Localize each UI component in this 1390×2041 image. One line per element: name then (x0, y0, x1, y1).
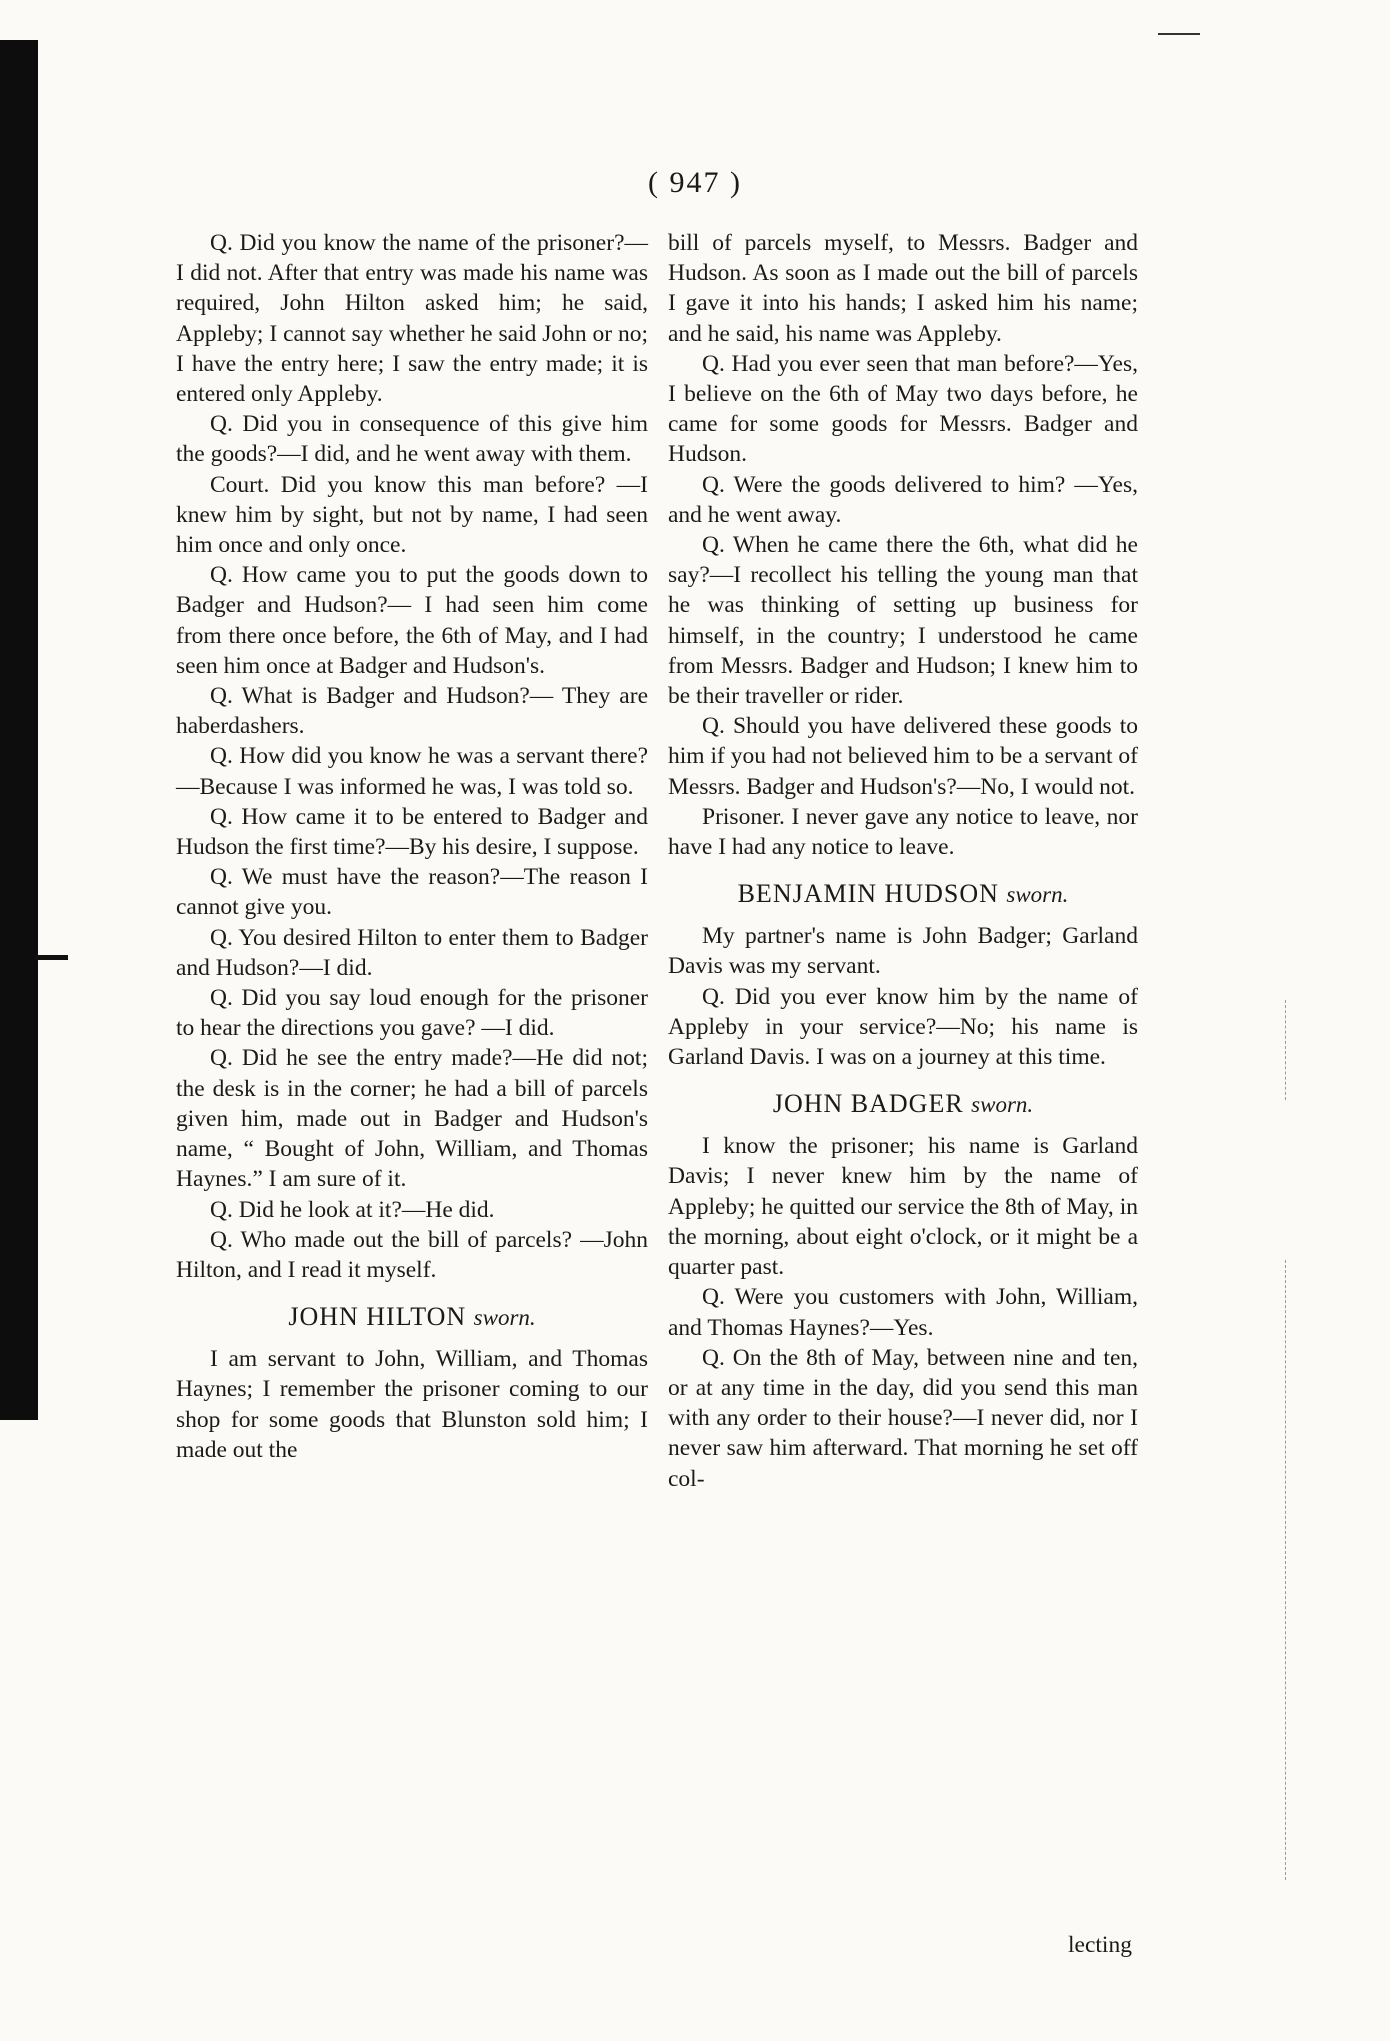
paragraph: bill of parcels myself, to Messrs. Badger and Hudson. As soon as I made out the bill of parcels I gave it into his hands; I asked him his name; and he said, his name was Appleby. (668, 230, 1138, 347)
paragraph: Q. What is Badger and Hudson?— They are haberdashers. (176, 683, 648, 740)
page-number: ( 947 ) (648, 166, 742, 199)
right-column (668, 228, 1138, 1494)
paragraph: Q. How came you to put the goods down to Badger and Hudson?— I had seen him come from there once before, the 6th of May, and I had seen him once at Badger and Hudson's. (176, 562, 648, 679)
paragraph: Q. Did he look at it?—He did. (210, 1196, 495, 1223)
paragraph: Q. Did you know the name of the prisoner?— I did not. After that entry was made his name was required, John Hilton asked him; he said, Appleby; I cannot say whether he said John or no; I have the entry here; I saw the entry made; it is entered only Appleby. (176, 230, 648, 408)
paragraph: Q. Were the goods delivered to him? —Yes, and he went away. (668, 471, 1138, 528)
witness-name: JOHN BADGER (772, 1089, 964, 1119)
witness-heading (668, 1088, 1138, 1121)
paragraph: I know the prisoner; his name is Garland Davis; I never knew him by the name of Appleby; he quitted our service the 8th of May, in the morning, about eight o'clock, or it might be a quarter past. (668, 1133, 1138, 1281)
paragraph: Q. You desired Hilton to enter them to Badger and Hudson?—I did. (176, 924, 648, 981)
binding-edge-shadow (0, 40, 38, 1420)
paragraph: Q. Did he see the entry made?—He did not; the desk is in the corner; he had a bill of parcels given him, made out in Badger and Hudson's name, “ Bought of John, William, and Thomas Haynes.” I am sure of it. (176, 1045, 648, 1193)
left-column (176, 228, 648, 1465)
paragraph: My partner's name is John Badger; Garland Davis was my servant. (668, 923, 1138, 980)
catchword: lecting (1068, 1932, 1132, 1958)
witness-name: JOHN HILTON (288, 1302, 467, 1332)
witness-name: BENJAMIN HUDSON (737, 879, 999, 909)
paragraph: I am servant to John, William, and Thomas Haynes; I remember the prisoner coming to our shop for some goods that Blunston sold him; I made out the (176, 1346, 648, 1463)
paragraph: Q. Should you have delivered these goods to him if you had not believed him to be a servant of Messrs. Badger and Hudson's?—No, I would not. (668, 713, 1138, 800)
corner-mark (1158, 33, 1200, 35)
paragraph: Q. Did you say loud enough for the prisoner to hear the directions you gave? —I did. (176, 985, 648, 1042)
paragraph: Q. When he came there the 6th, what did he say?—I recollect his telling the young man that he was thinking of setting up business for himself, in the country; I understood he came from Messrs. Badger and Hudson; I knew him to be their traveller or rider. (668, 532, 1138, 710)
binding-mark (35, 955, 68, 960)
paragraph: Q. Did you in consequence of this give him the goods?—I did, and he went away with them. (176, 411, 648, 468)
witness-heading (176, 1301, 648, 1334)
paragraph: Prisoner. I never gave any notice to leave, nor have I had any notice to leave. (668, 803, 1138, 861)
paragraph: Q. How did you know he was a servant there?—Because I was informed he was, I was told so. (176, 743, 648, 800)
sworn-label: sworn. (1006, 882, 1069, 908)
margin-dotted-rule (1285, 1260, 1286, 1880)
paragraph: Q. Who made out the bill of parcels? —John Hilton, and I read it myself. (176, 1226, 648, 1283)
sworn-label: sworn. (971, 1092, 1034, 1118)
paragraph: Q. How came it to be entered to Badger and Hudson the first time?—By his desire, I suppose. (176, 803, 648, 861)
paragraph: Q. Had you ever seen that man before?—Yes, I believe on the 6th of May two days before, he came for some goods for Messrs. Badger and Hudson. (668, 350, 1138, 468)
paragraph: Q. Did you ever know him by the name of Appleby in your service?—No; his name is Garland Davis. I was on a journey at this time. (668, 983, 1138, 1071)
margin-dotted-rule (1285, 1000, 1286, 1100)
sworn-label: sworn. (473, 1305, 536, 1331)
paragraph: Court. Did you know this man before? —I knew him by sight, but not by name, I had seen him once and only once. (176, 471, 648, 559)
paragraph: Q. Were you customers with John, William, and Thomas Haynes?—Yes. (668, 1284, 1138, 1341)
witness-heading (668, 878, 1138, 911)
paragraph: Q. We must have the reason?—The reason I cannot give you. (176, 864, 648, 921)
paragraph: Q. On the 8th of May, between nine and ten, or at any time in the day, did you send this man with any order to their house?—I never did, nor I never saw him afterward. That morning he set off col- (668, 1344, 1138, 1492)
